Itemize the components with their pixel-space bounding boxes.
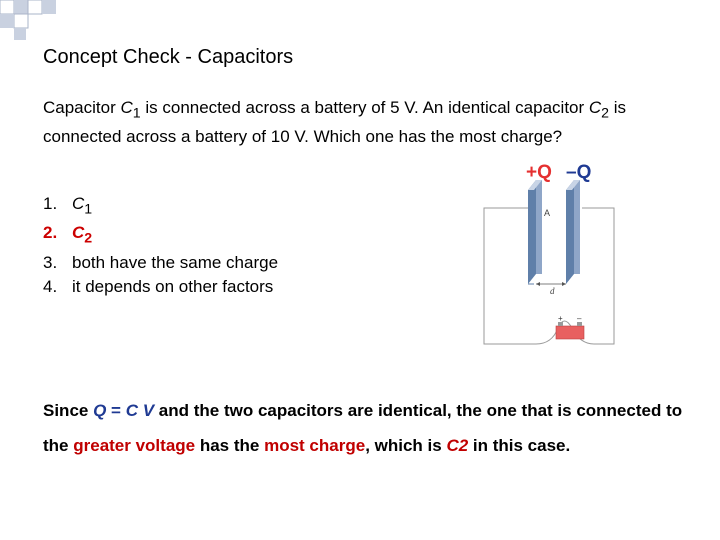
answer-part: has the <box>195 436 265 455</box>
question-part: Capacitor <box>43 98 121 117</box>
answer-options <box>43 192 278 299</box>
formula-equals: = <box>106 401 126 420</box>
plus-q-label: +Q <box>526 162 552 183</box>
answer-part: Since <box>43 401 94 420</box>
battery-plus-label: + <box>558 314 563 323</box>
answer-part: and the two capacitors are identical, the one that is connected to the <box>43 401 683 455</box>
slide-title: Concept Check - Capacitors <box>43 46 294 68</box>
option-number: 3. <box>43 252 58 272</box>
question-text <box>43 96 683 149</box>
capacitor-diagram <box>474 156 624 366</box>
minus-q-label: –Q <box>566 162 592 183</box>
highlight-most-charge: most charge <box>264 436 366 455</box>
capacitor-subscript: 1 <box>132 105 141 122</box>
option-1[interactable] <box>43 192 278 221</box>
option-subscript: 2 <box>84 230 93 247</box>
option-number: 4. <box>43 276 58 296</box>
formula-q: Q <box>93 401 107 420</box>
option-number: 1. <box>43 194 58 213</box>
corner-decoration-icon <box>0 0 70 40</box>
capacitor-symbol: C <box>588 98 602 117</box>
option-label: it depends on other factors <box>72 276 274 296</box>
option-3[interactable] <box>43 251 278 275</box>
battery-minus-label: – <box>577 314 582 323</box>
negative-plate <box>566 180 580 284</box>
answer-part: in this case. <box>468 436 571 455</box>
capacitor-symbol: C <box>120 98 133 117</box>
answer-explanation <box>43 393 703 463</box>
option-label: both have the same charge <box>72 252 279 272</box>
circuit-wire <box>484 208 614 344</box>
formula-v: V <box>142 401 155 420</box>
option-letter: C <box>72 194 85 213</box>
capacitor-subscript: 2 <box>601 105 610 122</box>
option-letter: C <box>72 223 85 243</box>
option-subscript: 1 <box>84 201 93 218</box>
plate-area-label: A <box>544 208 551 218</box>
question-part: is connected across a battery of 5 V. An identical capacitor <box>140 98 589 117</box>
option-2[interactable] <box>43 221 278 250</box>
positive-plate <box>528 180 542 284</box>
option-number: 2. <box>43 223 58 243</box>
option-label <box>72 221 92 250</box>
formula-c: C <box>125 401 138 420</box>
option-4[interactable] <box>43 275 278 299</box>
highlight-c2: C2 <box>446 436 469 455</box>
option-label <box>72 192 92 221</box>
gap-label: d <box>550 286 555 296</box>
answer-part: , which is <box>365 436 447 455</box>
highlight-greater-voltage: greater voltage <box>73 436 196 455</box>
question-part: is connected across a battery of 10 V. Which one has the most charge? <box>43 98 627 147</box>
